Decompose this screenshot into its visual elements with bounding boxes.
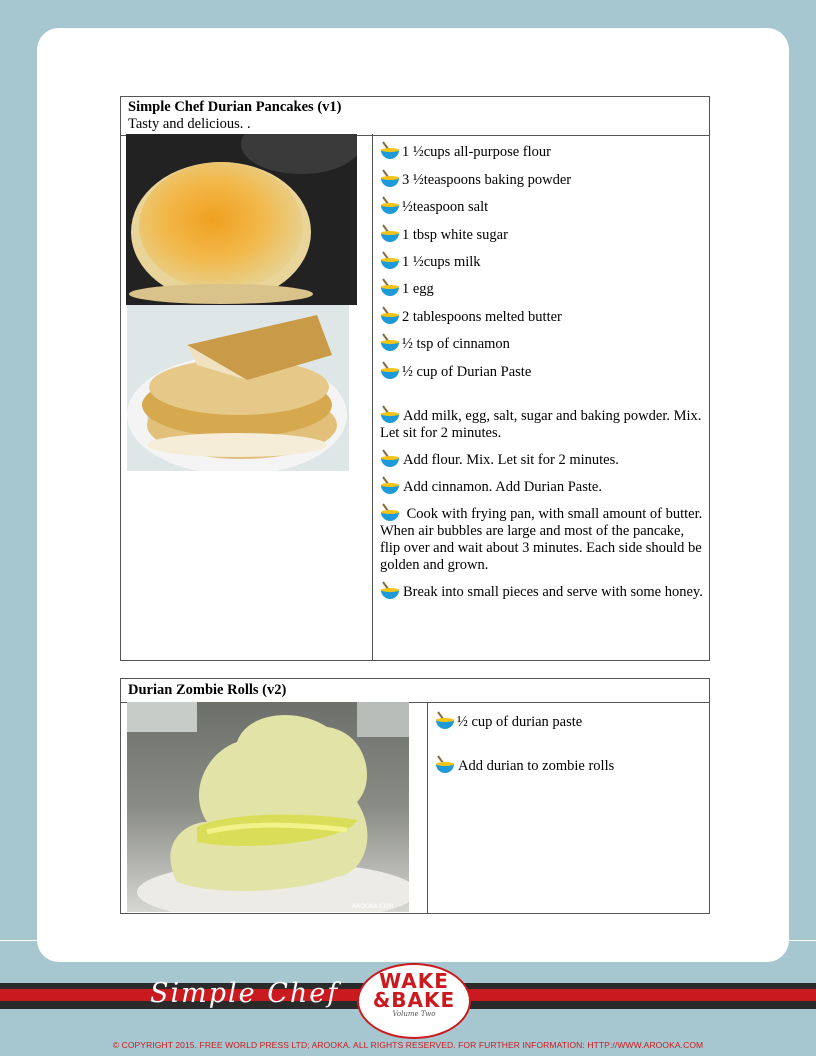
ingredient-text: 1 ½cups all-purpose flour bbox=[402, 144, 551, 161]
bowl-with-spoon-icon bbox=[380, 449, 400, 469]
bowl-with-spoon-icon bbox=[380, 581, 400, 601]
bowl-with-spoon-icon bbox=[380, 169, 400, 189]
ingredient-list bbox=[380, 134, 703, 608]
bowl-with-spoon-icon bbox=[380, 405, 400, 425]
pancake-stack-image bbox=[127, 305, 349, 471]
recipe-header bbox=[121, 97, 709, 136]
ingredient-item bbox=[380, 326, 703, 353]
photo-watermark: AROOKA.COM bbox=[352, 903, 394, 910]
logo-line-1: WAKE bbox=[379, 969, 449, 993]
ingredient-item bbox=[380, 134, 703, 161]
recipe-body bbox=[121, 134, 709, 660]
bowl-with-spoon-icon bbox=[380, 306, 400, 326]
recipe-header bbox=[121, 679, 709, 703]
logo-line-2: &BAKE bbox=[372, 988, 456, 1012]
bowl-with-spoon-icon bbox=[435, 711, 455, 731]
step-text: Cook with frying pan, with small amount of butter. When air bubbles are large and most of the pancake, flip over and wait about 3 minutes. Each side should be golden and grown. bbox=[380, 505, 703, 573]
bowl-with-spoon-icon bbox=[380, 196, 400, 216]
ingredient-text: 1 egg bbox=[402, 281, 434, 298]
page-rule bbox=[0, 940, 816, 941]
ingredient-item bbox=[380, 216, 703, 243]
bowl-with-spoon-icon bbox=[435, 755, 455, 775]
ingredient-text: 3 ½teaspoons baking powder bbox=[402, 171, 572, 188]
recipe-card-zombie-rolls bbox=[120, 678, 710, 914]
ingredient-text: ½teaspoon salt bbox=[402, 199, 489, 216]
bowl-with-spoon-icon bbox=[380, 251, 400, 271]
ingredient-text: ½ tsp of cinnamon bbox=[402, 336, 510, 353]
ingredient-text: ½ cup of Durian Paste bbox=[402, 363, 532, 380]
bowl-with-spoon-icon bbox=[380, 333, 400, 353]
step-item bbox=[380, 581, 703, 601]
bowl-with-spoon-icon bbox=[380, 476, 400, 496]
pancake-image bbox=[126, 134, 357, 305]
step-item bbox=[435, 755, 703, 775]
recipe-title: Simple Chef Durian Pancakes (v1) bbox=[128, 99, 342, 115]
ingredient-item bbox=[380, 189, 703, 216]
step-item bbox=[380, 405, 703, 442]
step-text: Break into small pieces and serve with some honey. bbox=[403, 583, 703, 600]
ingredient-item bbox=[380, 244, 703, 271]
ingredient-item bbox=[380, 161, 703, 188]
bowl-with-spoon-icon bbox=[380, 278, 400, 298]
step-item bbox=[380, 503, 703, 574]
copyright-notice: © COPYRIGHT 2015. FREE WORLD PRESS LTD; AROOKA. ALL RIGHTS RESERVED. FOR FURTHER INFORMATION: HTTP://WWW.AROOKA.COM bbox=[112, 1040, 704, 1050]
pancake-photo-stack bbox=[127, 305, 349, 471]
step-text: Add durian to zombie rolls bbox=[458, 758, 615, 775]
brand-wordmark: Simple Chef bbox=[150, 978, 340, 1009]
pancake-photo-top bbox=[126, 134, 357, 305]
step-item bbox=[380, 449, 703, 469]
ingredient-item bbox=[380, 353, 703, 380]
step-item bbox=[380, 476, 703, 496]
ingredient-text: ½ cup of durian paste bbox=[457, 714, 583, 731]
bowl-with-spoon-icon bbox=[380, 503, 400, 523]
ingredient-item bbox=[380, 271, 703, 298]
recipe-title: Durian Zombie Rolls (v2) bbox=[128, 682, 287, 698]
column-divider bbox=[372, 134, 373, 660]
ingredient-text: 2 tablespoons melted butter bbox=[402, 308, 562, 325]
bowl-with-spoon-icon bbox=[380, 361, 400, 381]
ingredient-item bbox=[380, 298, 703, 325]
ingredient-text: 1 tbsp white sugar bbox=[402, 226, 508, 243]
zombie-roll-image bbox=[127, 702, 409, 912]
recipe-subtitle: Tasty and delicious. . bbox=[128, 116, 251, 132]
logo-line-3: Volume Two bbox=[392, 1010, 436, 1018]
ingredient-text: 1 ½cups milk bbox=[402, 253, 481, 270]
ingredient-item bbox=[435, 704, 703, 731]
step-text: Add flour. Mix. Let sit for 2 minutes. bbox=[403, 451, 619, 468]
step-text: Add milk, egg, salt, sugar and baking powder. Mix. Let sit for 2 minutes. bbox=[380, 407, 702, 441]
step-text: Add cinnamon. Add Durian Paste. bbox=[403, 478, 602, 495]
ingredient-list bbox=[435, 704, 703, 782]
bowl-with-spoon-icon bbox=[380, 224, 400, 244]
bowl-with-spoon-icon bbox=[380, 141, 400, 161]
column-divider bbox=[427, 702, 428, 913]
recipe-card-pancakes bbox=[120, 96, 710, 661]
zombie-roll-photo bbox=[127, 702, 409, 912]
recipe-body bbox=[121, 702, 709, 913]
wake-bake-logo bbox=[357, 963, 471, 1039]
